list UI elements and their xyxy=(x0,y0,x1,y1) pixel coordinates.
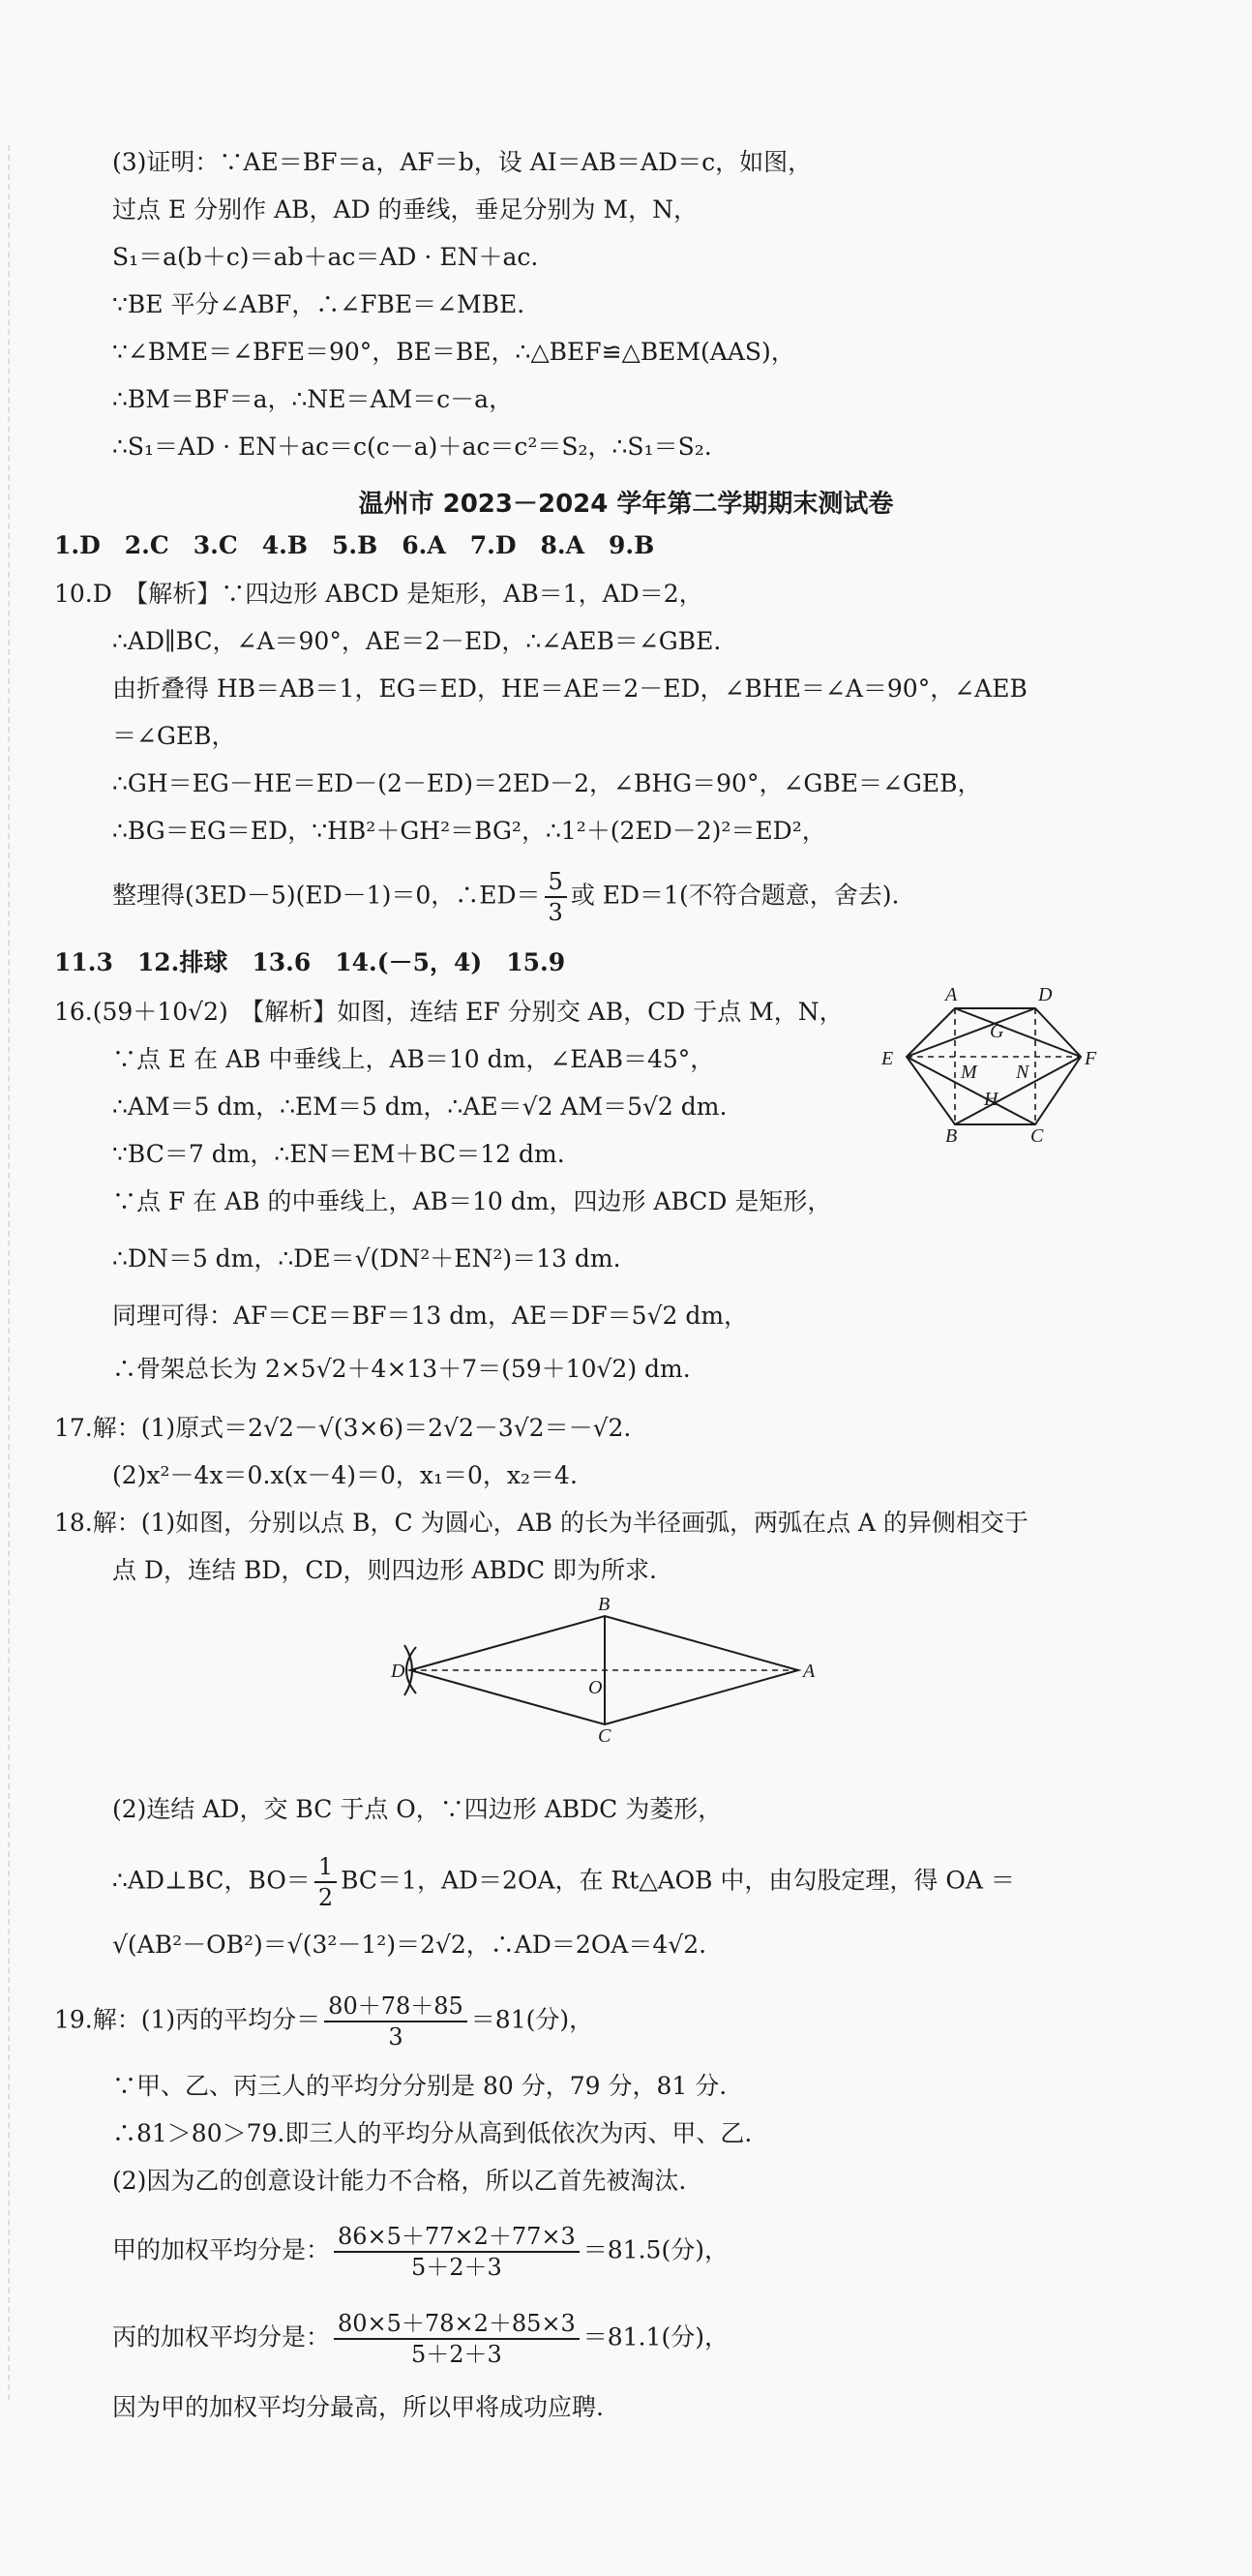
label-M: M xyxy=(961,1062,977,1083)
q16-line: 16.(59＋10√2) 【解析】如图，连结 EF 分别交 AB，CD 于点 M，N， xyxy=(54,998,844,1026)
fraction-denominator: 5＋2＋3 xyxy=(410,2254,502,2281)
q18-text: ∴AD⊥BC，BO＝ xyxy=(112,1866,311,1895)
text-line: ∵BE 平分∠ABF，∴∠FBE＝∠MBE. xyxy=(112,290,525,318)
answers-11-15: 11.3 12.排球 13.6 14.(－5，4) 15.9 xyxy=(54,948,566,976)
label-C: C xyxy=(598,1725,611,1742)
label-C: C xyxy=(1030,1125,1044,1142)
fraction xyxy=(545,867,567,927)
q19-line xyxy=(112,2222,729,2282)
q19-line xyxy=(54,1992,593,2052)
q10-text: 或 ED＝1(不符合题意，舍去). xyxy=(570,881,900,910)
q16-line: ∵BC＝7 dm，∴EN＝EM＋BC＝12 dm. xyxy=(112,1140,565,1168)
q19-line: (2)因为乙的创意设计能力不合格，所以乙首先被淘汰. xyxy=(112,2167,687,2195)
section-title: 温州市 2023－2024 学年第二学期期末测试卷 xyxy=(358,490,894,519)
q18-text: BC＝1，AD＝2OA，在 Rt△AOB 中，由勾股定理，得 OA ＝ xyxy=(341,1866,1015,1895)
fraction xyxy=(324,1992,467,2052)
q10-line: ＝∠GEB， xyxy=(112,722,236,750)
text-line: ∴BM＝BF＝a，∴NE＝AM＝c－a， xyxy=(112,385,514,413)
q19-text: 丙的加权平均分是： xyxy=(112,2322,331,2351)
figure-q18 xyxy=(387,1597,822,1742)
text-line: (3)证明：∵AE＝BF＝a，AF＝b，设 AI＝AB＝AD＝c，如图， xyxy=(112,148,813,176)
q19-line: ∴81＞80＞79.即三人的平均分从高到低依次为丙、甲、乙. xyxy=(112,2119,753,2147)
q10-line: ∴GH＝EG－HE＝ED－(2－ED)＝2ED－2，∠BHG＝90°，∠GBE＝∠GEB， xyxy=(112,769,982,797)
label-F: F xyxy=(1085,1048,1097,1069)
label-O: O xyxy=(588,1677,603,1698)
fraction-numerator: 1 xyxy=(314,1852,337,1883)
q17-line: 17.解：(1)原式＝2√2－√(3×6)＝2√2－3√2＝－√2. xyxy=(54,1414,632,1442)
fraction xyxy=(334,2222,580,2282)
q19-text: ＝81.5(分)， xyxy=(582,2235,729,2264)
label-B: B xyxy=(598,1597,611,1615)
text-line: 过点 E 分别作 AB，AD 的垂线，垂足分别为 M，N， xyxy=(112,195,698,224)
q16-line: ∴AM＝5 dm，∴EM＝5 dm，∴AE＝√2 AM＝5√2 dm. xyxy=(112,1093,728,1121)
q19-text: 甲的加权平均分是： xyxy=(112,2235,331,2264)
q19-line: ∵甲、乙、丙三人的平均分分别是 80 分，79 分，81 分. xyxy=(112,2072,728,2100)
q10-line xyxy=(112,867,899,927)
q19-text: ＝81(分)， xyxy=(470,2005,594,2034)
q19-line xyxy=(112,2309,729,2369)
q17-line: (2)x²－4x＝0.x(x－4)＝0，x₁＝0，x₂＝4. xyxy=(112,1461,578,1489)
q18-line: √(AB²－OB²)＝√(3²－1²)＝2√2，∴AD＝2OA＝4√2. xyxy=(112,1931,707,1959)
q18-line: 点 D，连结 BD，CD，则四边形 ABDC 即为所求. xyxy=(112,1556,657,1584)
q16-line: ∴DN＝5 dm，∴DE＝√(DN²＋EN²)＝13 dm. xyxy=(112,1244,621,1273)
q18-line: 18.解：(1)如图，分别以点 B，C 为圆心，AB 的长为半径画弧，两弧在点 A 的异侧相交于 xyxy=(54,1509,1028,1537)
q16-line: ∵点 E 在 AB 中垂线上，AB＝10 dm，∠EAB＝45°， xyxy=(112,1045,715,1073)
q10-line: ∴AD∥BC，∠A＝90°，AE＝2－ED，∴∠AEB＝∠GBE. xyxy=(112,627,722,655)
fraction-numerator: 80×5＋78×2＋85×3 xyxy=(334,2309,580,2340)
fraction-denominator: 5＋2＋3 xyxy=(410,2341,502,2368)
fraction-denominator: 3 xyxy=(548,899,563,926)
figure-q16 xyxy=(876,977,1098,1142)
label-H: H xyxy=(984,1089,999,1110)
text-line: S₁＝a(b＋c)＝ab＋ac＝AD · EN＋ac. xyxy=(112,243,539,271)
q10-text: 整理得(3ED－5)(ED－1)＝0，∴ED＝ xyxy=(112,881,541,910)
label-E: E xyxy=(881,1048,894,1069)
answers-1-9: 1.D 2.C 3.C 4.B 5.B 6.A 7.D 8.A 9.B xyxy=(54,531,655,559)
q10-line: ∴BG＝EG＝ED，∵HB²＋GH²＝BG²，∴1²＋(2ED－2)²＝ED²， xyxy=(112,817,826,845)
q16-line: ∴骨架总长为 2×5√2＋4×13＋7＝(59＋10√2) dm. xyxy=(112,1355,691,1383)
label-A: A xyxy=(945,984,958,1005)
label-B: B xyxy=(945,1125,958,1142)
label-D: D xyxy=(391,1661,405,1682)
label-G: G xyxy=(990,1021,1004,1042)
label-D: D xyxy=(1038,984,1053,1005)
text-line: ∴S₁＝AD · EN＋ac＝c(c－a)＋ac＝c²＝S₂，∴S₁＝S₂. xyxy=(112,433,712,461)
fraction-denominator: 2 xyxy=(317,1884,334,1911)
q10-line: 由折叠得 HB＝AB＝1，EG＝ED，HE＝AE＝2－ED，∠BHE＝∠A＝90°，∠AEB xyxy=(112,674,1028,703)
label-N: N xyxy=(1016,1062,1029,1083)
q16-line: 同理可得：AF＝CE＝BF＝13 dm，AE＝DF＝5√2 dm， xyxy=(112,1302,749,1330)
fraction xyxy=(334,2309,580,2369)
q18-line: (2)连结 AD，交 BC 于点 O，∵四边形 ABDC 为菱形， xyxy=(112,1795,723,1823)
q19-text: ＝81.1(分)， xyxy=(582,2322,729,2351)
q16-line: ∵点 F 在 AB 的中垂线上，AB＝10 dm，四边形 ABCD 是矩形， xyxy=(112,1187,832,1215)
fraction-numerator: 80＋78＋85 xyxy=(324,1992,467,2022)
q19-text: 19.解：(1)丙的平均分＝ xyxy=(54,2005,321,2034)
text-line: ∵∠BME＝∠BFE＝90°，BE＝BE，∴△BEF≌△BEM(AAS)， xyxy=(112,338,795,366)
fraction-numerator: 5 xyxy=(545,867,567,898)
q18-line xyxy=(112,1852,1015,1912)
fraction-numerator: 86×5＋77×2＋77×3 xyxy=(334,2222,580,2253)
fraction xyxy=(314,1852,337,1912)
fraction-denominator: 3 xyxy=(388,2023,403,2051)
label-A: A xyxy=(803,1661,816,1682)
q10-line: 10.D 【解析】∵四边形 ABCD 是矩形，AB＝1，AD＝2， xyxy=(54,580,703,608)
q19-line: 因为甲的加权平均分最高，所以甲将成功应聘. xyxy=(112,2393,604,2421)
